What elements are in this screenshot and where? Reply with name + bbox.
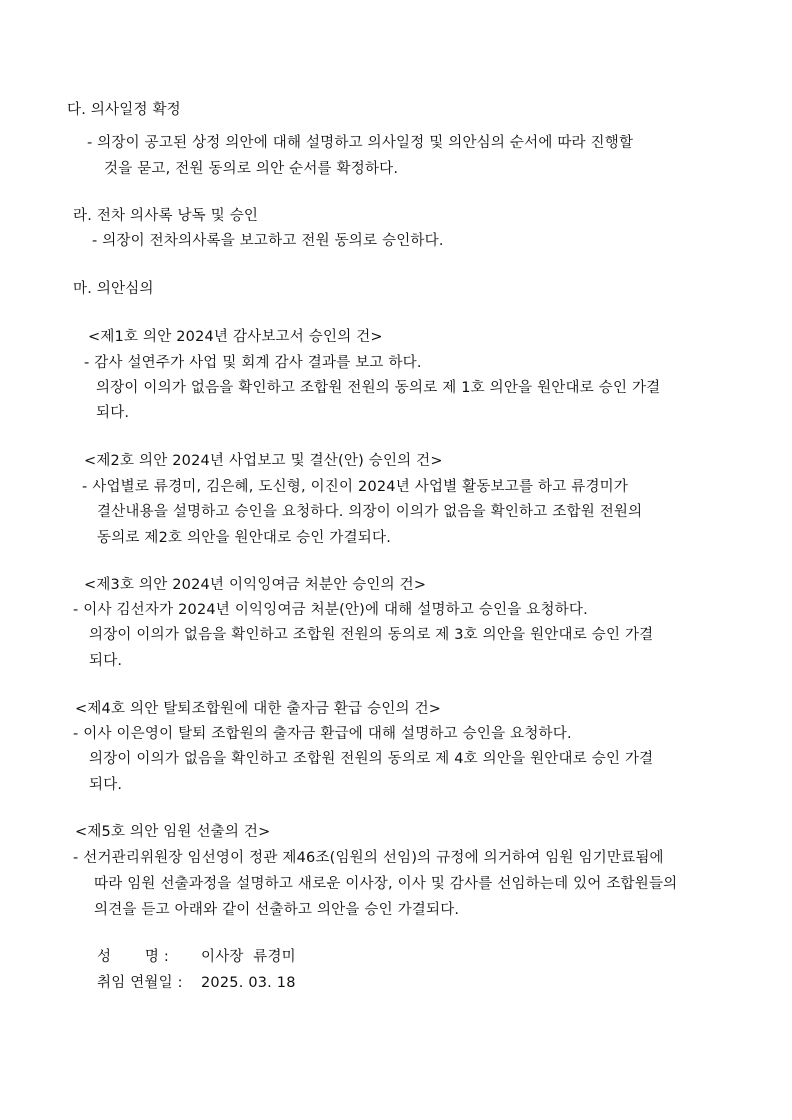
appointment-name-label: 성 명 : bbox=[97, 949, 169, 965]
appointment-name-row bbox=[97, 947, 296, 967]
section-ra-line: - 의장이 전차의사록을 보고하고 전원 동의로 승인하다. bbox=[92, 233, 444, 249]
agenda-5-line: - 선거관리위원장 임선영이 정관 제46조(임원의 선임)의 규정에 의거하여 임원 임기만료됨에 bbox=[73, 850, 664, 866]
agenda-1-line: 되다. bbox=[96, 405, 130, 421]
section-heading-da: 다. 의사일정 확정 bbox=[67, 102, 181, 118]
agenda-1-line: 의장이 이의가 없음을 확인하고 조합원 전원의 동의로 제 1호 의안을 원안대로 승인 가결 bbox=[96, 380, 661, 396]
agenda-2-title: <제2호 의안 2024년 사업보고 및 결산(안) 승인의 건> bbox=[84, 453, 443, 469]
section-da-line: - 의장이 공고된 상정 의안에 대해 설명하고 의사일정 및 의안심의 순서에 따라 진행할 bbox=[87, 135, 634, 151]
agenda-3-line: - 이사 김선자가 2024년 이익잉여금 처분(안)에 대해 설명하고 승인을 요청하다. bbox=[73, 602, 588, 618]
agenda-2-line: 결산내용을 설명하고 승인을 요청하다. 의장이 이의가 없음을 확인하고 조합원 전원의 bbox=[97, 504, 643, 520]
agenda-3-title: <제3호 의안 2024년 이익잉여금 처분안 승인의 건> bbox=[84, 577, 427, 593]
agenda-3-line: 의장이 이의가 없음을 확인하고 조합원 전원의 동의로 제 3호 의안을 원안대로 승인 가결 bbox=[89, 627, 654, 643]
agenda-5-title: <제5호 의안 임원 선출의 건> bbox=[75, 824, 271, 840]
agenda-1-title: <제1호 의안 2024년 감사보고서 승인의 건> bbox=[88, 329, 383, 345]
agenda-1-line: - 감사 설연주가 사업 및 회계 감사 결과를 보고 하다. bbox=[84, 355, 422, 371]
appointment-date-label: 취임 연월일 : bbox=[97, 975, 183, 991]
appointment-date-row bbox=[97, 973, 296, 993]
appointment-date-value: 2025. 03. 18 bbox=[201, 975, 296, 991]
appointment-name-value: 이사장 류경미 bbox=[201, 949, 296, 965]
agenda-2-line: - 사업별로 류경미, 김은혜, 도신형, 이진이 2024년 사업별 활동보고를 하고 류경미가 bbox=[82, 479, 629, 495]
agenda-3-line: 되다. bbox=[89, 653, 123, 669]
agenda-4-title: <제4호 의안 탈퇴조합원에 대한 출자금 환급 승인의 건> bbox=[75, 701, 442, 717]
agenda-4-line: 되다. bbox=[89, 777, 123, 793]
section-heading-ma: 마. 의안심의 bbox=[73, 281, 154, 297]
agenda-5-line: 의견을 듣고 아래와 같이 선출하고 의안을 승인 가결되다. bbox=[94, 902, 460, 918]
section-da-line: 것을 묻고, 전원 동의로 의안 순서를 확정하다. bbox=[104, 161, 399, 177]
agenda-5-line: 따라 임원 선출과정을 설명하고 새로운 이사장, 이사 및 감사를 선임하는데 있어 조합원들의 bbox=[94, 876, 678, 892]
agenda-2-line: 동의로 제2호 의안을 원안대로 승인 가결되다. bbox=[97, 530, 392, 546]
section-heading-ra: 라. 전차 의사록 낭독 및 승인 bbox=[73, 208, 259, 224]
agenda-4-line: - 이사 이은영이 탈퇴 조합원의 출자금 환급에 대해 설명하고 승인을 요청하다. bbox=[73, 726, 572, 742]
agenda-4-line: 의장이 이의가 없음을 확인하고 조합원 전원의 동의로 제 4호 의안을 원안대로 승인 가결 bbox=[89, 751, 654, 767]
